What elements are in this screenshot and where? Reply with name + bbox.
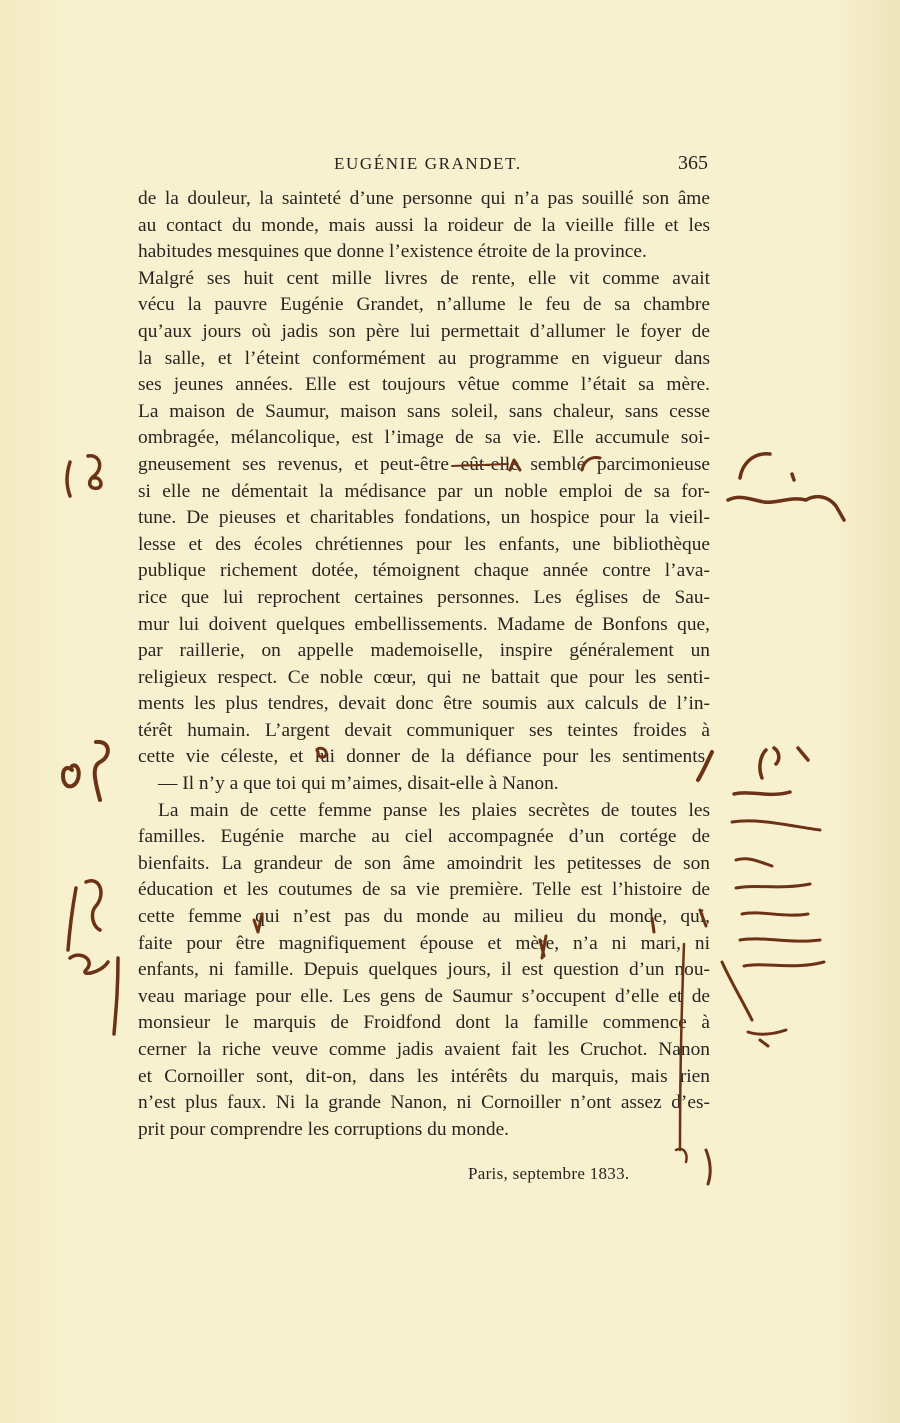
text-line: veau mariage pour elle. Les gens de Saumur s’occupent d’elle et de — [138, 985, 710, 1007]
dateline: Paris, septembre 1833. — [468, 1164, 630, 1183]
text-line: qu’aux jours où jadis son père lui permettait d’allumer le foyer de — [138, 320, 710, 342]
text-line: La maison de Saumur, maison sans soleil, sans chaleur, sans cesse — [138, 400, 710, 422]
body-text — [138, 186, 710, 1143]
text-line: vécu la pauvre Eugénie Grandet, n’allume le feu de sa chambre — [138, 294, 710, 316]
text-line: faite pour être magnifiquement épouse et mère, n’a ni mari, ni — [138, 932, 710, 954]
margin-mark-right-3 — [732, 821, 824, 1046]
text-line: — Il n’y a que toi qui m’aimes, disait-elle à Nanon. — [158, 773, 559, 795]
page-header — [138, 152, 710, 180]
text-line: habitudes mesquines que donne l’existence étroite de la province. — [138, 241, 647, 263]
text-line: la salle, et l’éteint conformément au programme en vigueur dans — [138, 347, 710, 369]
text-line: gneusement ses revenus, et peut-être eût-elle semblé parcimonieuse — [138, 453, 710, 475]
margin-mark-left-1 — [67, 456, 101, 496]
margin-mark-right-4 — [722, 962, 752, 1020]
text-line: et Cornoiller sont, dit-on, dans les intérêts du marquis, mais rien — [138, 1065, 710, 1087]
text-line: de la douleur, la sainteté d’une personne qui n’a pas souillé son âme — [138, 188, 710, 209]
margin-mark-right-1 — [728, 454, 844, 520]
text-line: rice que lui reprochent certaines personnes. Les églises de Sau- — [138, 586, 710, 608]
text-line: cette femme qui n’est pas du monde au milieu du monde, qui, — [138, 906, 710, 928]
text-line: Malgré ses huit cent mille livres de rente, elle vit comme avait — [138, 267, 710, 289]
text-line: ments les plus tendres, devait donc être soumis aux calculs de l’in- — [138, 693, 710, 715]
margin-mark-left-2 — [63, 742, 108, 800]
text-line: publique richement dotée, témoignent chaque année contre l’ava- — [138, 560, 710, 582]
end-mark — [706, 1150, 710, 1184]
text-line: La main de cette femme panse les plaies secrètes de toutes les — [158, 799, 710, 821]
text-line: enfants, ni famille. Depuis quelques jours, il est question d’un nou- — [138, 959, 710, 981]
text-line: prit pour comprendre les corruptions du monde. — [138, 1118, 510, 1140]
text-line: mur lui doivent quelques embellissements. Madame de Bonfons que, — [138, 613, 710, 635]
text-line: bienfaits. La grandeur de son âme amoindrit les petitesses de son — [138, 852, 710, 874]
text-line: cerner la riche veuve comme jadis avaient fait les Cruchot. Nanon — [138, 1039, 710, 1060]
text-line: cette vie céleste, et lui donner de la défiance pour les sentiments. — [138, 746, 710, 768]
text-line: ombragée, mélancolique, est l’image de sa vie. Elle accumule soi- — [138, 427, 710, 449]
text-line: n’est plus faux. Ni la grande Nanon, ni Cornoiller n’ont assez d’es- — [138, 1092, 710, 1114]
text-line: tune. De pieuses et charitables fondations, un hospice pour la vieil- — [138, 507, 710, 529]
margin-mark-right-2 — [734, 748, 808, 794]
margin-mark-left-3 — [68, 881, 118, 1034]
page-number: 365 — [678, 152, 708, 174]
text-line: ses jeunes années. Elle est toujours vêtue comme l’était sa mère. — [138, 374, 710, 396]
text-line: térêt humain. L’argent devait communiquer ses teintes froides à — [138, 719, 710, 741]
text-line: éducation et les coutumes de sa vie première. Telle est l’histoire de — [138, 879, 710, 901]
text-line: au contact du monde, mais aussi la roideur de la vieille fille et les — [138, 214, 710, 236]
text-line: si elle ne démentait la médisance par un noble emploi de sa for- — [138, 480, 710, 502]
text-line: monsieur le marquis de Froidfond dont la famille commence à — [138, 1012, 710, 1034]
text-line: religieux respect. Ce noble cœur, qui ne battait que pour les senti- — [138, 666, 710, 688]
text-line: familles. Eugénie marche au ciel accompagnée d’un cortége de — [138, 826, 710, 848]
text-line: par raillerie, on appelle mademoiselle, inspire généralement un — [138, 640, 710, 662]
text-line: lesse et des écoles chrétiennes pour les enfants, une bibliothèque — [138, 533, 710, 555]
running-title: EUGÉNIE GRANDET. — [334, 154, 522, 173]
